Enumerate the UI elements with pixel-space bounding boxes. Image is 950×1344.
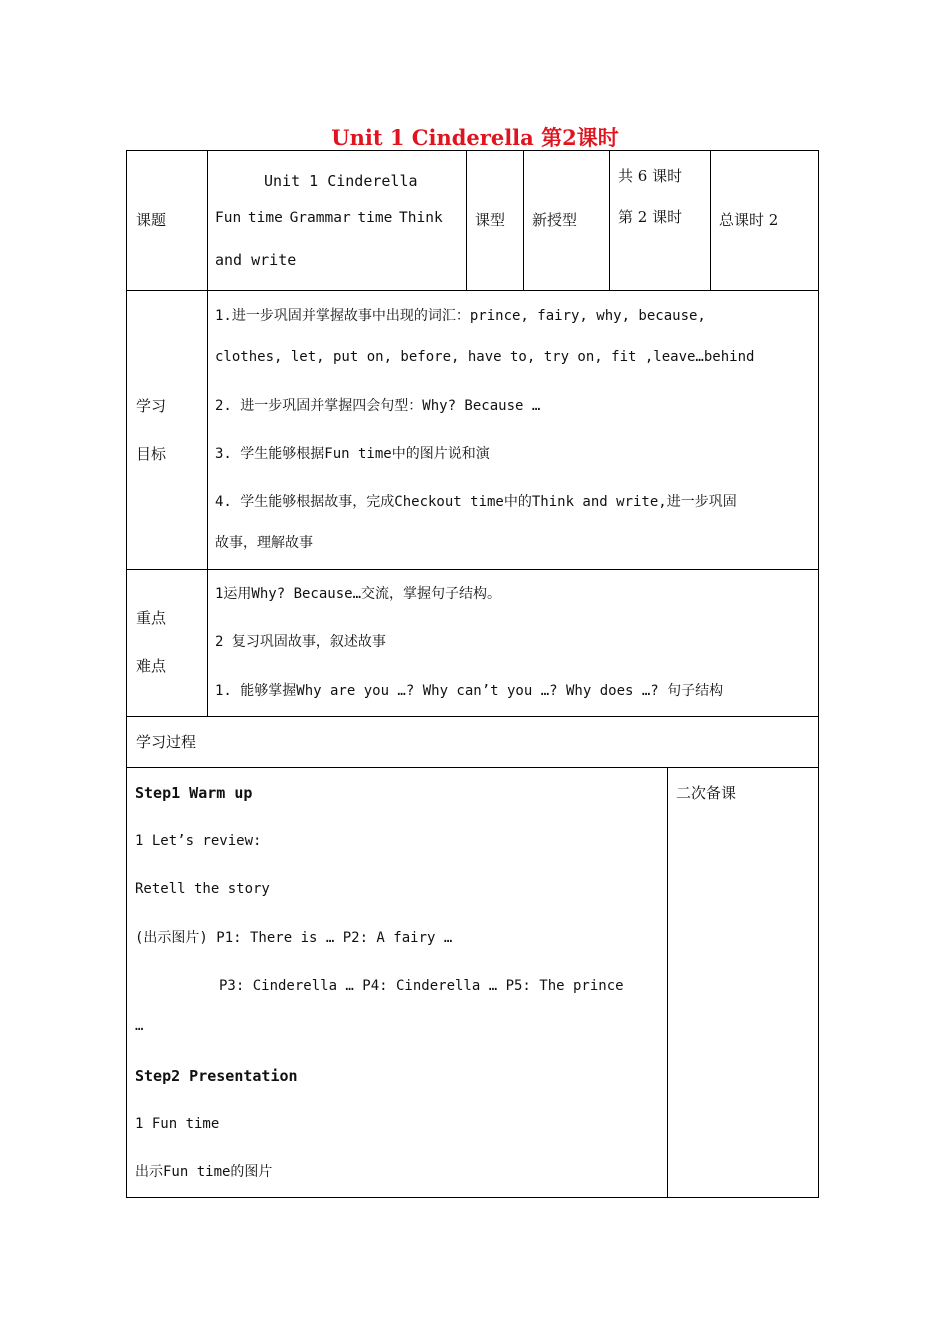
type-label: 课型 [475,211,506,229]
process-side-cell [667,767,819,1198]
process-header-cell [126,716,819,768]
step1-line-3: (出示图片) P1: There is … P2: A fairy … [135,930,453,946]
objectives-label-2: 目标 [136,445,167,463]
step1-line-2: Retell the story [135,881,270,897]
keypoint-line-3: 1. 能够掌握Why are you …? Why can’t you …? Why does …? 句子结构 [215,683,724,699]
objectives-cell [207,290,819,570]
objectives-label-1: 学习 [136,397,167,415]
keypoints-label-1: 重点 [136,609,167,627]
keypoints-label-2: 难点 [136,657,167,675]
overall-hours: 总课时 2 [719,211,779,229]
step2-line-1: 1 Fun time [135,1116,220,1132]
lesson-number: 第 2 课时 [618,208,683,226]
topic-label: 课题 [136,211,167,229]
document-title: Unit 1 Cinderella 第2课时 [331,125,619,150]
process-label: 学习过程 [136,733,197,751]
objective-line-2: clothes, let, put on, before, have to, try on, fit ,leave…behind [215,349,755,365]
objective-line-1: 1.进一步巩固并掌握故事中出现的词汇：prince, fairy, why, because, [215,308,706,324]
second-prep-label: 二次备课 [676,784,737,802]
objective-line-4: 3. 学生能够根据Fun time中的图片说和演 [215,446,490,462]
topic-line3: and write [215,251,297,269]
keypoint-line-1: 1运用Why? Because…交流，掌握句子结构。 [215,586,502,602]
step2-title: Step2 Presentation [135,1067,298,1085]
step1-title: Step1 Warm up [135,784,253,802]
keypoint-line-2: 2 复习巩固故事，叙述故事 [215,634,386,650]
objective-line-3: 2. 进一步巩固并掌握四会句型：Why? Because … [215,398,541,414]
topic-line1: Unit 1 Cinderella [264,172,418,190]
type-value: 新授型 [532,211,578,229]
objective-line-5: 4. 学生能够根据故事，完成Checkout time中的Think and write,进一步巩固 [215,494,737,510]
step1-line-4: P3: Cinderella … P4: Cinderella … P5: The prince [219,978,624,994]
keypoints-label-cell [126,569,208,717]
objective-line-6: 故事，理解故事 [215,535,313,551]
step1-line-1: 1 Let’s review: [135,833,262,849]
total-hours: 共 6 课时 [618,167,683,185]
step1-line-5: … [135,1018,144,1034]
objectives-label-cell [126,290,208,570]
step2-line-2: 出示Fun time的图片 [135,1164,273,1180]
topic-line2: Fun time Grammar time Think [215,210,443,226]
